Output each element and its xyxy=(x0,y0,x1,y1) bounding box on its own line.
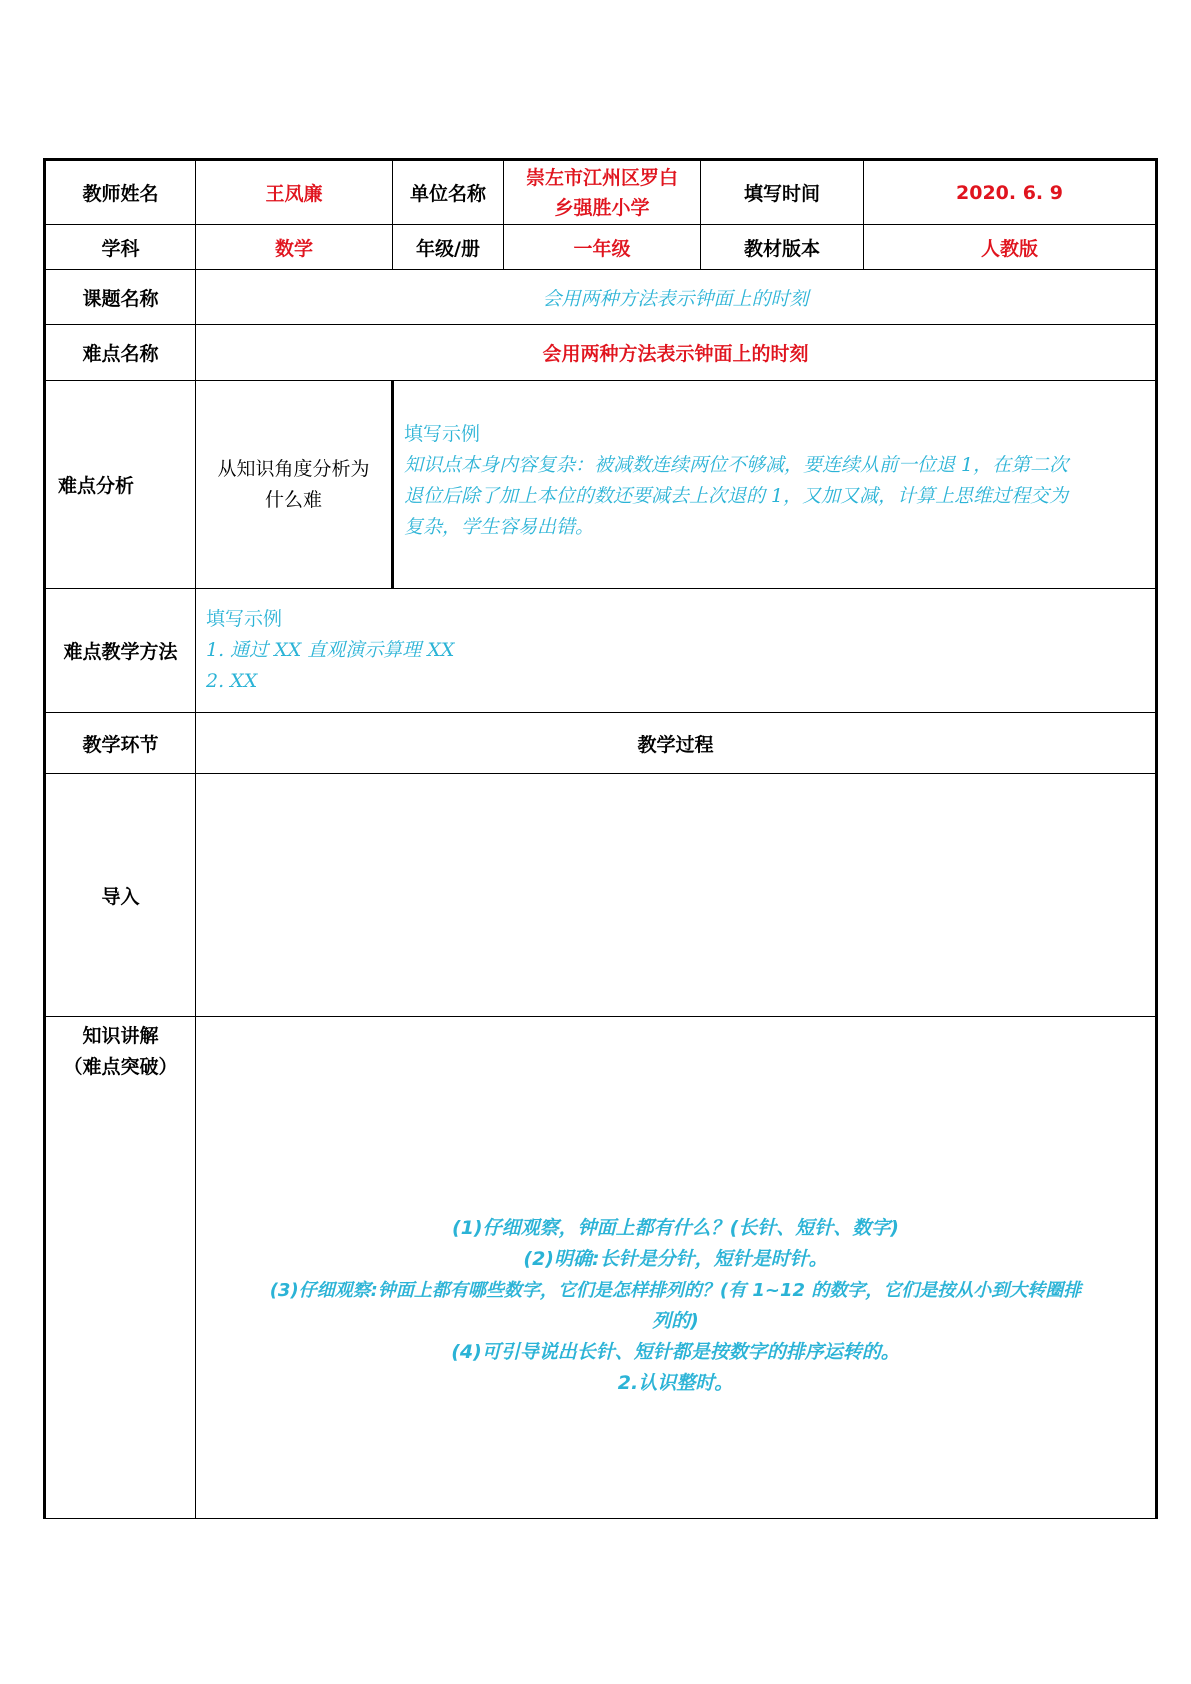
subject-label: 学科 xyxy=(45,225,196,270)
analysis-example-line1: 知识点本身内容复杂：被减数连续两位不够减，要连续从前一位退 1，在第二次 xyxy=(404,453,1069,476)
analysis-sublabel-line1: 从知识角度分析为 xyxy=(217,457,370,480)
fill-date-value: 2020. 6. 9 xyxy=(864,160,1157,225)
analysis-example xyxy=(393,381,1157,589)
analysis-sublabel xyxy=(196,381,393,589)
unit-name-line2: 乡强胜小学 xyxy=(554,196,650,219)
grade-value: 一年级 xyxy=(504,225,701,270)
method-example xyxy=(196,589,1157,713)
explain-label xyxy=(45,1017,196,1519)
method-item-1: 1. 通过 XX 直观演示算理 XX xyxy=(206,639,455,661)
teacher-name-value: 王凤廉 xyxy=(196,160,393,225)
subject-value: 数学 xyxy=(196,225,393,270)
grade-label: 年级/册 xyxy=(393,225,504,270)
topic-label: 课题名称 xyxy=(45,270,196,325)
intro-content xyxy=(196,774,1157,1017)
unit-name-value xyxy=(504,160,701,225)
explain-line-3: (3)仔细观察:钟面上都有哪些数字，它们是怎样排列的？(有 1~12 的数字，它们是按从小到大转圈排 xyxy=(269,1280,1082,1301)
analysis-example-line3: 复杂，学生容易出错。 xyxy=(404,515,595,538)
analysis-example-title: 填写示例 xyxy=(404,422,481,445)
topic-value: 会用两种方法表示钟面上的时刻 xyxy=(196,270,1157,325)
edition-label: 教材版本 xyxy=(701,225,864,270)
analysis-label: 难点分析 xyxy=(45,381,196,589)
method-item-2: 2. XX xyxy=(206,670,258,692)
explain-content xyxy=(196,1017,1157,1519)
explain-line-5: (4)可引导说出长针、短针都是按数字的排序运转的。 xyxy=(451,1341,900,1363)
method-example-title: 填写示例 xyxy=(206,608,283,630)
teacher-name-label: 教师姓名 xyxy=(45,160,196,225)
analysis-example-line2: 退位后除了加上本位的数还要减去上次退的 1，又加又减，计算上思维过程交为 xyxy=(404,484,1069,507)
fill-date-label: 填写时间 xyxy=(701,160,864,225)
edition-value: 人教版 xyxy=(864,225,1157,270)
stage-label: 教学环节 xyxy=(45,713,196,774)
difficulty-label: 难点名称 xyxy=(45,325,196,381)
process-label: 教学过程 xyxy=(196,713,1157,774)
explain-line-1: (1)仔细观察，钟面上都有什么？(长针、短针、数字) xyxy=(452,1217,899,1239)
difficulty-value: 会用两种方法表示钟面上的时刻 xyxy=(196,325,1157,381)
intro-label: 导入 xyxy=(45,774,196,1017)
explain-label-line1: 知识讲解 xyxy=(82,1025,159,1047)
lesson-form xyxy=(43,158,1155,1525)
method-label: 难点教学方法 xyxy=(45,589,196,713)
explain-label-line2: （难点突破） xyxy=(63,1056,178,1078)
unit-name-label: 单位名称 xyxy=(393,160,504,225)
explain-line-2: (2)明确:长针是分针，短针是时针。 xyxy=(523,1248,828,1270)
lesson-table xyxy=(43,158,1158,1519)
analysis-sublabel-line2: 什么难 xyxy=(264,488,322,511)
unit-name-line1: 崇左市江州区罗白 xyxy=(525,166,678,189)
explain-line-6: 2.认识整时。 xyxy=(617,1372,734,1394)
explain-line-4: 列的) xyxy=(652,1310,699,1332)
